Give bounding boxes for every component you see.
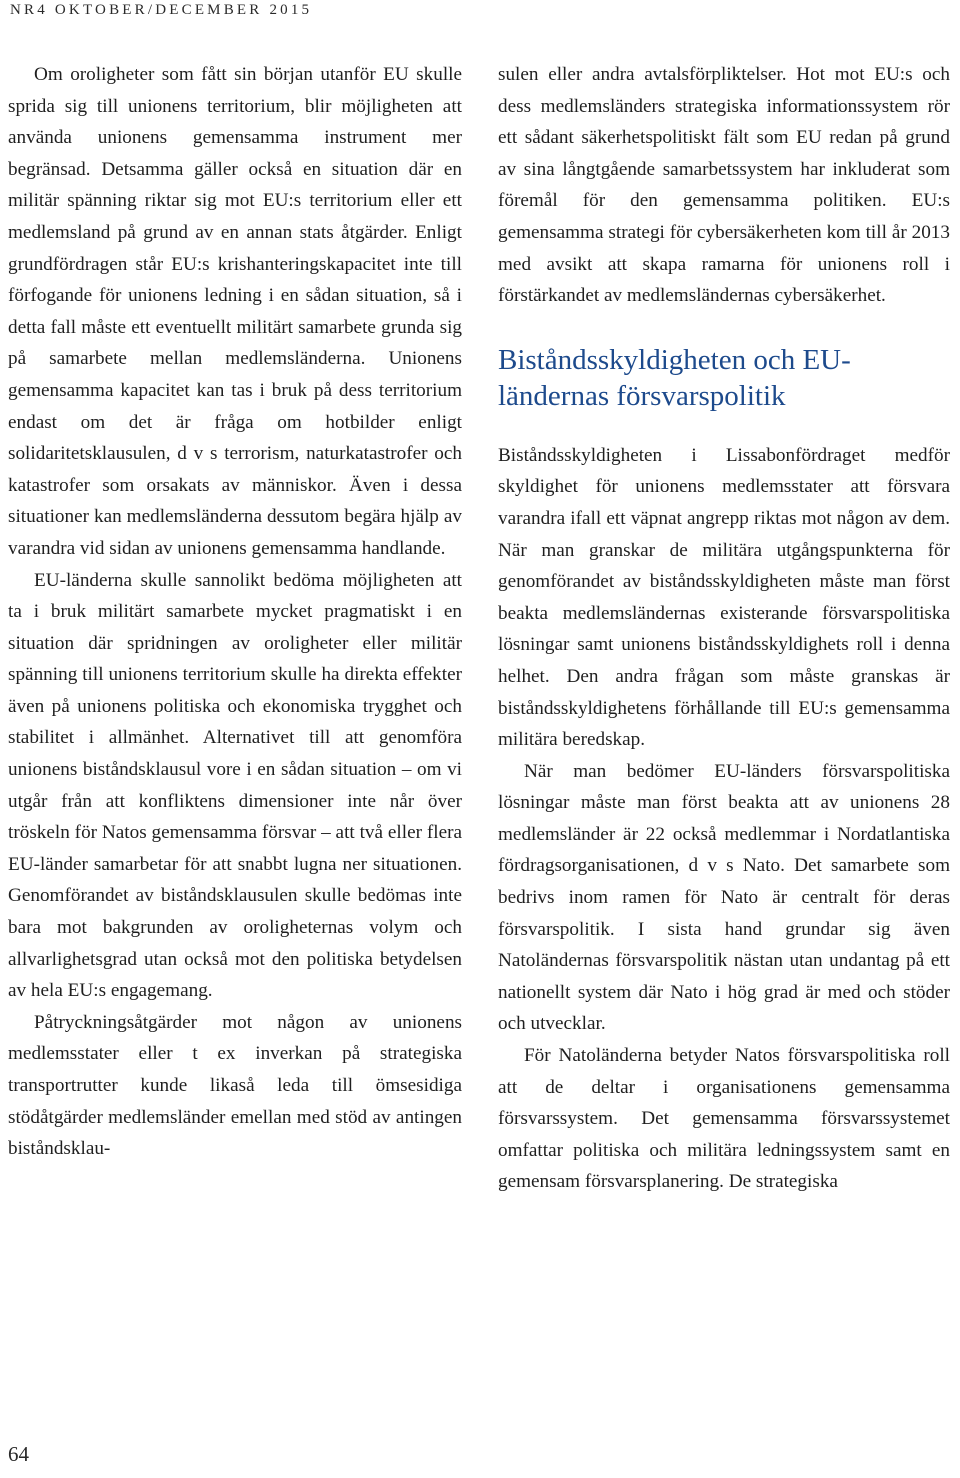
page-number: 64: [8, 1442, 29, 1466]
running-header: NR4 OKTOBER/DECEMBER 2015: [10, 2, 313, 18]
paragraph: Om oroligheter som fått sin början utanför EU skulle sprida sig till unionens territorium, blir möjligheten att använda unionens gemensamma instrument mer begränsad. Detsamma gäller också en situation där en militär spänning riktar sig mot EU:s territorium eller ett medlemsland på grund av en annan stats åtgärder. Enligt grundfördragen står EU:s krishanteringskapacitet inte till förfogande för unionens ledning i en sådan situation, så i detta fall måste ett eventuellt militärt samarbete grunda sig på samarbete mellan medlemsländerna. Unionens gemensamma kapacitet kan tas i bruk på dess territorium endast om det är fråga om hotbilder enligt solidaritetsklausulen, d v s terrorism, naturkatastrofer och katastrofer som orsakats av människor. Även i dessa situationer kan medlemsländerna dessutom begära hjälp av varandra vid sidan av unionens gemensamma handlande.: [8, 64, 462, 559]
paragraph: Påtryckningsåtgärder mot någon av unionens medlemsstater eller t ex inverkan på strategiska transportrutter kunde likaså leda till ömsesidiga stödåtgärder medlemsländer emellan med stöd av antingen biståndsklau-: [8, 1011, 462, 1160]
paragraph: Biståndsskyldigheten i Lissabonfördraget medför skyldighet för unionens medlemsstater att försvara varandra ifall ett väpnat angrepp riktas mot någon av dem. När man granskar de militära utgångspunkterna för genomförandet av biståndsskyldigheten måste man först beakta medlemsländernas existerande försvarspolitiska lösningar samt unionens biståndsskyldighets roll i denna helhet. Den andra frågan som måste granskas är biståndsskyldighetens förhållande till EU:s gemensamma militära beredskap.: [498, 444, 950, 751]
paragraph: EU-länderna skulle sannolikt bedöma möjligheten att ta i bruk militärt samarbete mycket pragmatiskt i en situation där spridningen av oroligheter eller militär spänning till unionens territorium skulle ha direkta effekter även på unionens politiska och ekonomiska trygghet och stabilitet i allmänhet. Alternativet till att genomföra unionens biståndsklausul vore i en sådan situation – om vi utgår från att konfliktens dimensioner inte når över tröskeln för Natos gemensamma försvar – att två eller flera EU-länder samarbetar för att snabbt lugna ner situationen. Genomförandet av biståndsklausulen skulle bedömas inte bara mot bakgrunden av oroligheternas volym och allvarlighetsgrad utan också mot den politiska betydelsen av hela EU:s engagemang.: [8, 569, 462, 1002]
paragraph: sulen eller andra avtalsförpliktelser. Hot mot EU:s och dess medlemsländers strategiska informationssystem rör ett sådant säkerhetspolitiskt fält som EU redan på grund av sina långtgående samarbetssystem har inkluderat som föremål för den gemensamma politiken. EU:s gemensamma strategi för cybersäkerheten kom till år 2013 med avsikt att skapa ramarna för unionens roll i förstärkandet av medlemsländernas cybersäkerhet.: [498, 64, 950, 307]
left-column: [8, 59, 462, 1165]
right-column: [498, 59, 950, 1198]
paragraph: När man bedömer EU-länders försvarspolitiska lösningar måste man först beakta att av unionens 28 medlemsländer är 22 också medlemmar i Nordatlantiska fördragsorganisationen, d v s Nato. Det samarbete som bedrivs inom ramen för Nato är centralt för deras försvarspolitik. I sista hand grundar sig även Natoländernas försvarspolitik nästan utan undantag på ett nationellt system där Nato i hög grad är med och stöder och utvecklar.: [498, 760, 950, 1035]
paragraph: För Natoländerna betyder Natos försvarspolitiska roll att de deltar i organisationens gemensamma försvarssystem. Det gemensamma försvarssystemet omfattar politiska och militära ledningssystem samt en gemensam försvarsplanering. De strategiska: [498, 1045, 950, 1193]
section-heading: Biståndsskyldigheten och EU-ländernas försvarspolitik: [498, 343, 851, 412]
